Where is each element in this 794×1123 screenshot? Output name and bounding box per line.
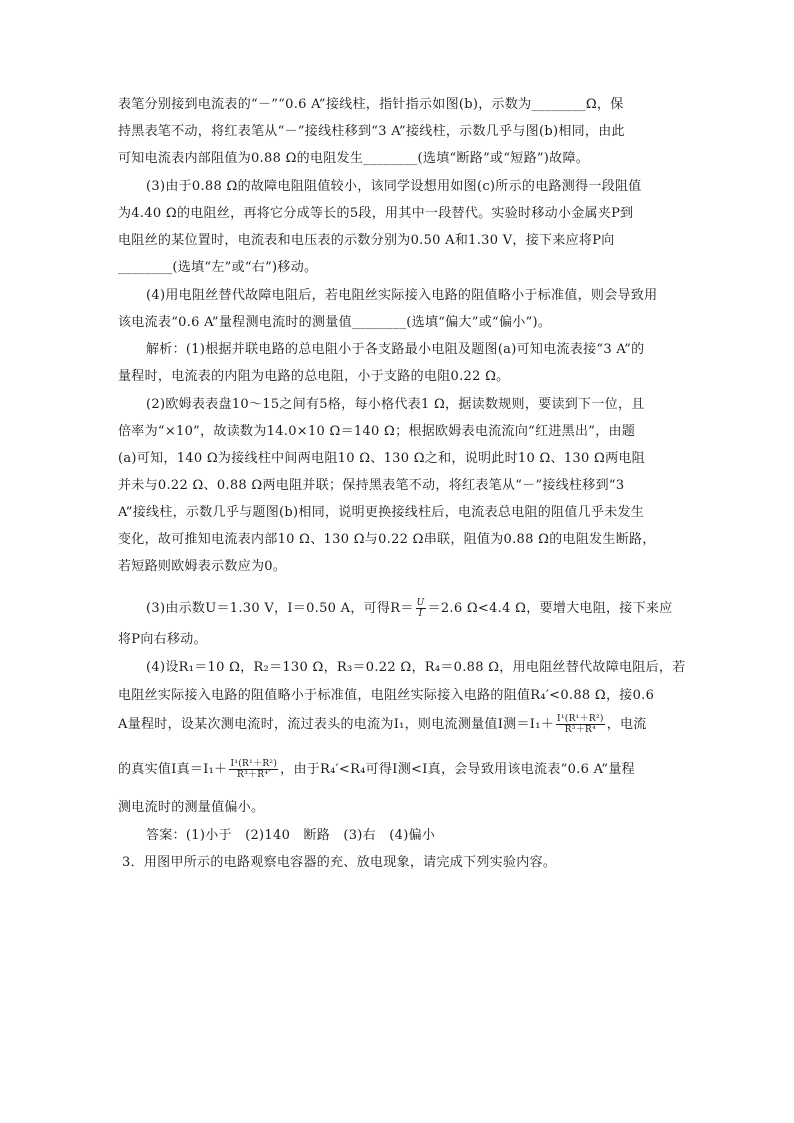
text-line: A”接线柱，示数几乎与题图(b)相同，说明更换接线柱后，电流表总电阻的阻值几乎未发生 <box>118 505 645 520</box>
text-line: 该电流表“0.6 A”量程测电流时的测量值________(选填“偏大”或“偏小”)。 <box>118 315 552 330</box>
fraction-numerator: I¹(R¹＋R²) <box>230 759 278 769</box>
text-line: 持黑表笔不动，将红表笔从“－”接线柱移到“3 A”接线柱，示数几乎与图(b)相同，由此 <box>118 124 625 139</box>
fraction-numerator: U <box>416 598 425 608</box>
equation-text-pre: (3)由示数U＝1.30 V，I＝0.50 A，可得R＝ <box>146 601 414 616</box>
fraction-measured <box>556 714 605 735</box>
fraction-denominator: R³＋R⁴ <box>564 725 596 735</box>
equation-text-post: ＝2.6 Ω<4.4 Ω，要增大电阻，接下来应 <box>427 601 673 616</box>
text-line: 若短路则欧姆表示数应为0。 <box>118 559 287 574</box>
solution-heading-line: 解析：(1)根据并联电路的总电阻小于各支路最小电阻及题图(a)可知电流表接“3 A”的 <box>146 342 645 357</box>
text-line: ________(选填“左”或“右”)移动。 <box>118 260 318 275</box>
fraction-u-over-i <box>416 598 426 619</box>
question-3-line: 3．用图甲所示的电路观察电容器的充、放电现象，请完成下列实验内容。 <box>122 855 557 870</box>
answer-line: 答案：(1)小于 (2)140 断路 (3)右 (4)偏小 <box>146 828 436 843</box>
equation-line <box>118 714 678 735</box>
fraction-numerator: I¹(R¹＋R²) <box>557 714 604 724</box>
fraction-denominator: R³＋R⁴′ <box>237 770 271 780</box>
equation-line <box>146 598 706 619</box>
text-line: (a)可知，140 Ω为接线柱中间两电阻10 Ω、130 Ω之和，说明此时10 Ω、130 Ω两电阻 <box>118 451 645 466</box>
text-line: 测电流时的测量值偏小。 <box>118 800 265 815</box>
text-line: 可知电流表内部阻值为0.88 Ω的电阻发生________(选填“断路”或“短路”)故障。 <box>118 151 590 166</box>
fraction-true <box>229 759 278 780</box>
equation-line <box>118 759 678 780</box>
text-line: (3)由于0.88 Ω的故障电阻阻值较小，该同学设想用如图(c)所示的电路测得一段阻值 <box>146 179 642 194</box>
text-line: 表笔分别接到电流表的“－”“0.6 A”接线柱，指针指示如图(b)，示数为________Ω，保 <box>118 97 624 112</box>
text-line: 电阻丝实际接入电路的阻值略小于标准值，电阻丝实际接入电路的阻值R₄′<0.88 Ω，接0.6 <box>118 688 655 703</box>
equation-text-pre: A量程时，设某次测电流时，流过表头的电流为I₁，则电流测量值I测＝I₁＋ <box>118 717 555 732</box>
text-line: (4)设R₁＝10 Ω，R₂＝130 Ω，R₃＝0.22 Ω，R₄＝0.88 Ω，用电阻丝替代故障电阻后，若 <box>146 660 686 675</box>
text-line: (4)用电阻丝替代故障电阻后，若电阻丝实际接入电路的阻值略小于标准值，则会导致用 <box>146 288 658 303</box>
text-line: 变化，故可推知电流表内部10 Ω、130 Ω与0.22 Ω串联，阻值为0.88 Ω的电阻发生断路， <box>118 532 656 547</box>
fraction-denominator: I <box>418 609 423 619</box>
text-line: 并未与0.22 Ω、0.88 Ω两电阻并联；保持黑表笔不动，将红表笔从“－”接线柱移到“3 <box>118 478 625 493</box>
text-line: 量程时，电流表的内阻为电路的总电阻，小于支路的电阻0.22 Ω。 <box>118 369 510 384</box>
text-line: 为4.40 Ω的电阻丝，再将它分成等长的5段，用其中一段替代。实验时移动小金属夹P到 <box>118 206 634 221</box>
text-line: 倍率为“×10”，故读数为14.0×10 Ω＝140 Ω；根据欧姆表电流流向“红进黑出”，由题 <box>118 424 636 439</box>
text-line: 电阻丝的某位置时，电流表和电压表的示数分别为0.50 A和1.30 V，接下来应将P向 <box>118 233 615 248</box>
equation-text-post: ，电流 <box>606 717 647 732</box>
text-line: 将P向右移动。 <box>118 632 207 647</box>
equation-text-pre: 的真实值I真＝I₁＋ <box>118 762 228 777</box>
equation-text-post: ，由于R₄′<R₄可得I测<I真，会导致用该电流表“0.6 A”量程 <box>280 762 635 777</box>
text-line: (2)欧姆表表盘10～15之间有5格，每小格代表1 Ω，据读数规则，要读到下一位，且 <box>146 397 645 412</box>
